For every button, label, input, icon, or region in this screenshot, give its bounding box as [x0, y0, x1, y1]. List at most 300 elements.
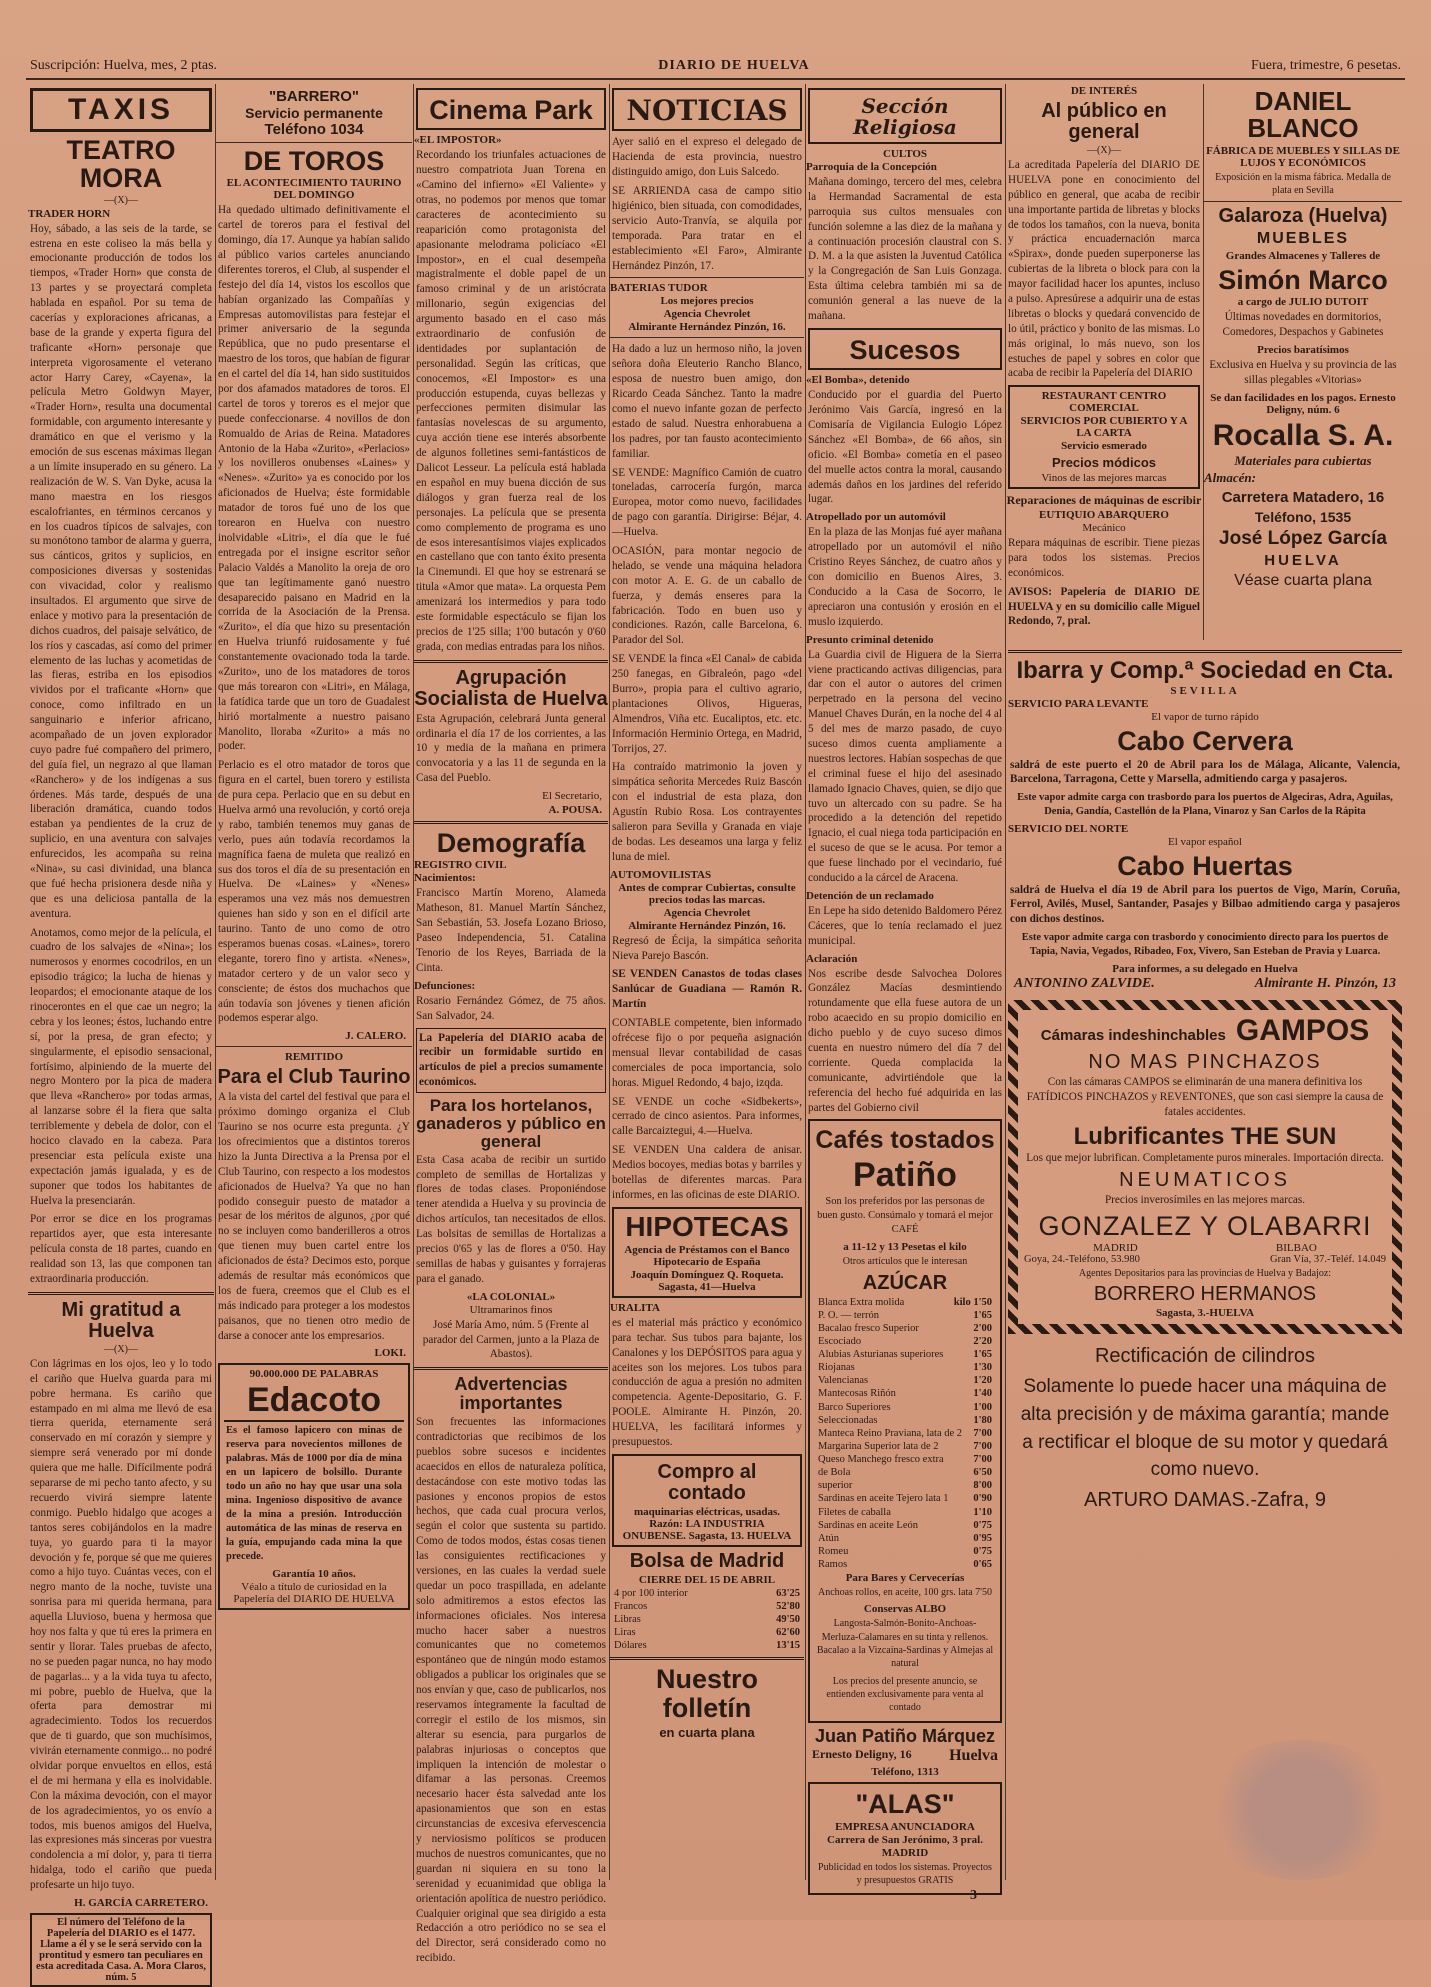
subscription-local: Suscripción: Huelva, mes, 2 ptas.: [30, 58, 218, 73]
sucesos-heading-box: [808, 328, 1002, 370]
column-2: [216, 84, 412, 1880]
edacoto-guarantee: Garantía 10 años.: [272, 1568, 356, 1580]
galaroza-title: Galaroza (Huelva): [1218, 205, 1388, 228]
conservas-line: Conservas ALBO: [863, 1603, 947, 1616]
patino-address: Ernesto Deligny, 16: [812, 1747, 912, 1762]
bolsa-subheading: CIERRE DEL 15 DE ABRIL: [638, 1573, 776, 1586]
price-label: Atún: [818, 1532, 839, 1544]
gratitud-body: Con lágrimas en los ojos, leo y lo todo el cariño que Huelva guarda para mi pobre hermana. Es cariño que estampado en mi alma me llevó de esa tierra querida, eternamente será conservado en mí corazón y siempre y siempre será venerado por mí donde quiera que me halle. Difícilmente podrá separarse de mi pecho tanto afecto, y su recuerdo vivirá siempre latente conmigo. Pueblo hidalgo que acoges a tantos seres cobijándolos en la madre tuya, yo guardo para ti la mayor devoción y fe, porque sé que me quieres como a hijo tuyo. Cuántas veces, con el negro manto de la noche, tuviste una sonrisa para mi querida hermana, para aquella Lluvioso, buena y hermosa que hoy nos falta y que tú eres la primera en sentir y llorar. Tales pruebas de afecto, no se pueden pagar nunca, no hay modo de pagarlas... y a la vida tuya tu afecto, mi pobre, pueblo de Huelva, que la oferta para demostrar mi agradecimiento. Todos los recuerdos que de ti guardo, que son muchísimos, vivirán eternamente conmigo... no podré olvidar porque envueltos en ellos, está el de mi hermana y ella es inolvidable. Con la máxima devoción, con el mayor de los agradecimientos, yo os envío a todos, mis buenos amigos del Huelva, las expresiones más sinceras por vuestra condolencia a mí dolor, y, para ti tierra hidalga, todo el cariño que pueda profesarte un hijo tuyo.: [30, 1357, 212, 1892]
agrupacion-heading: Agrupación Socialista de Huelva: [414, 666, 608, 710]
price-row: [814, 1401, 996, 1414]
cafes-ad: [808, 1119, 1002, 1722]
gonzalez-title: GONZALEZ Y OLABARRI: [1038, 1210, 1372, 1241]
agrupacion-signature: A. POUSA.: [548, 804, 602, 817]
uralita-title: URALITA: [610, 1301, 660, 1314]
column-7: [1204, 84, 1402, 640]
ornament: —(X)—: [104, 194, 138, 206]
hortelanos-body: Esta Casa acaba de recibir un surtido completo de semillas de Hortalizas y flores de todas clases. Proponiéndose tener atendida a Huelva y su provincia de dichos artículos, tan necesitados de ellos. Las bolsitas de semillas de Hortalizas a precios 0'65 y las de flores a 0'50. Hay semillas de habas y guisantes y forrajeras para el ganado.: [416, 1153, 606, 1285]
toros-subheading: EL ACONTECIMIENTO TAURINO DEL DOMINGO: [226, 177, 402, 202]
subscription-outside: Fuera, trimestre, 6 pesetas.: [1250, 58, 1401, 73]
baterias-line: Almirante Hernández Pinzón, 16.: [628, 321, 786, 334]
divider: [414, 660, 608, 663]
bolsa-label: Liras: [614, 1627, 636, 1639]
agent-row: [1008, 976, 1402, 992]
edacoto-title: Edacoto: [224, 1381, 404, 1422]
price-value: 0'75: [973, 1519, 992, 1531]
newspaper-title: DIARIO DE HUELVA: [658, 58, 810, 73]
price-value: 0'75: [973, 1545, 992, 1557]
levante-sub: El vapor de turno rápido: [1151, 711, 1259, 724]
column-3: [414, 84, 608, 1965]
bilbao-label: BILBAO: [1275, 1242, 1317, 1255]
price-row: [814, 1348, 996, 1361]
price-row: [814, 1335, 996, 1348]
price-label: Seleccionadas: [818, 1414, 878, 1426]
patino-name: Juan Patiño Márquez: [814, 1725, 996, 1746]
price-row: [814, 1322, 996, 1335]
restaurant-ad: [1008, 385, 1200, 489]
price-row: [814, 1414, 996, 1427]
edacoto-kicker: 90.000.000 DE PALABRAS: [249, 1368, 379, 1381]
teatro-body: Hoy, sábado, a las seis de la tarde, se estrena en este coliseo la más bella y emocionante producción de todos los tiempos, «Trader Horn» que consta de 13 partes y se proyectará completa hablada en español. Por su tema de cacerías y exploraciones africanas, a base de la grande y experta figura del traficante «Horn» personaje que interpreta vigorosamente el veterano actor Harry Carey, «Cayena», la película Metro Goldwyn Mayer, «Trader Horn», resulta una documental formidable, con argumento interesante y dramático en que el verismo y la emoción de sus escenas máximas llegan a un límite insuperado en su género. La realización de W. S. Van Dyke, acusa la mano maestra en los riesgos escalofriantes, en términos cercanos y en los cuadros típicos de salvajes, con su monótono tambor de alarma y guerra, sus cánticos, gritos y suplicios, en composiciones diversas y sostenidas con vivacidad, color y realismo insultados. El argumento que sirve de enlace y motivo para la presentación de dichos cuadros, del paisaje selvático, de los ríos y cascadas, así como del primer elemento de las luchas y acometidas de las fieras, estriba en los episodios vividos por el traficante «Horn» que conoce, como infiltrado en un sanguinario e inferior africano, acompañado de un joven explorador cuyo padre fué compañero del primero, del guía fiel, un negrazo al que llaman «Ranchero» y de los indígenas a sus órdenes. Más tarde, después de una liberación dramática, cuando todos estaban ya pendientes de la cruz de suplicio, en una aventura con salvajes enfurecidos, les acompaña su reina «Nina», su casi divinidad, una blanca que fué hecha prisionera desde niña y que es una deliciosa pantalla de la aventura.: [30, 222, 212, 920]
bolsa-value: 62'60: [776, 1627, 800, 1639]
page-number: 3: [970, 1888, 977, 1903]
publico-body: La acreditada Papelería del DIARIO DE HUELVA pone en conocimiento del público en general, que acaba de recibir una importante partida de libretas y blocks de todos los tamaños, con la nueva, bonita y práctica encuadernación marca «Spirax», donde pueden superponerse las cubiertas de la libreta o block para con la mayor facilidad hacer los apuntes, incluso a pulso. Apresúrese a adquirir una de estas libretas o blocks y quedará convencido de lo útil, práctico y bonito de las mismas. Lo más original, lo más nuevo, son los estuches de papel y sobres en color que acaba de recibir la Papelería del DIARIO: [1008, 159, 1200, 380]
automovilistas-line: Almirante Hernández Pinzón, 16.: [628, 919, 786, 932]
price-value: 7'00: [973, 1427, 992, 1439]
presunto-body: La Guardia civil de Higuera de la Sierra viene practicando activas diligencias, para dar con el autor o autores del crimen perpetrado en la persona del vecino Manuel Chaves Durán, en la noche del 4 al 5 del mes de marzo pasado, de cuyo suceso dimos cuenta ampliamente a nuestros lectores. Habían sospechas de que el criminal fuese el hijo del asesinado llamado Ignacio Chaves, quien, se dijo que tuvo un altercado con su padre. Se ha procedido a la detención del repetido Ignacio, el cual niega toda participación en el suceso de que se le acusa. Por temor a que fuese linchado por el vecindario, fué conducido a la cárcel de Aracena.: [808, 648, 1002, 884]
precios-note: Los precios del presente anuncio, se entienden exclusivamente para venta al contado: [826, 1675, 984, 1714]
price-value: 0'95: [973, 1532, 992, 1544]
baterias-line: Los mejores precios: [660, 295, 754, 308]
restaurant-line: Precios módicos: [1051, 455, 1157, 471]
venden-caldera: SE VENDEN Una caldera de anisar. Medios bocoyes, medias botas y barriles y botellas de diferentes marcas. Para informes, en las oficinas de este DIARIO.: [612, 1144, 802, 1201]
teatro-body-3: Por error se dice en los programas repartidos ayer, que esta interesante película consta de 18 partes, cuando en realidad son 13, las que componen tan extraordinaria producción.: [30, 1213, 212, 1286]
bolsa-row: [610, 1639, 804, 1652]
cinema-body: Recordando los triunfales actuaciones de nuestro compatriota Juan Torena en «Camino del infierno» «El Valiente» y otras, no podemos por menos que tomar caracteres de acontecimiento su reaparición como protagonista del apasionante melodrama policíaco «El Impostor», en el cual desempeña magistralmente el doble papel de un famoso criminal y de un aristócrata millonario, según exigencias del argumento basado en el caso más extraordinario de confusión de identidades por suplantación de personalidad. Según las críticas, que conocemos, «El Impostor» es una producción estupenda, cuyas bellezas y perfecciones permiten disimular las fantasías novelescas de su argumento, cuya acción tiene ese interés absorbente de algunos folletines semi-fantásticos de Dalicot Lesseur. La película está hablada en español en muy buena dicción de sus diálogos y gran fuerza real de los personajes. La película que se presenta como complemento de programa es uno de esos interesantísimos viajes explicados en castellano que con tanto éxito presenta la Cinemundi. El que hoy se estrenará se titula «Amor que mata». La orquesta Pem amenizará los intermedios y para todo este formidable espectáculo se fijan los precios de 1'25 silla; 1'00 butacón y 0'60 grada, con medias entradas para los niños.: [416, 149, 606, 653]
interes-label: DE INTERÉS: [1070, 85, 1138, 97]
alas-ad: [808, 1782, 1002, 1895]
huertas-name: Cabo Huertas: [1117, 851, 1293, 882]
column-4: [610, 84, 804, 1880]
demografia-heading: Demografía: [436, 828, 586, 859]
boda-note: Ha contraído matrimonio la joven y simpática señorita Mercedes Ruiz Bascón con el industrial de esta plaza, don Agustín Rubio Rosa. Los contrayentes salieron para Sevilla y Granada en viaje de bodas. Les deseamos una larga y feliz luna de miel.: [612, 761, 802, 863]
aclaracion-body: Nos escribe desde Salvochea Dolores González Macías desmintiendo rotundamente que ella fuese autora de un robo acaecido en su propio domicilio en dicho pueblo y de cuyo suceso dimos cuenta en nuestro número del día 7 del corriente. Queda complacida la comunicante, advirtiéndole que la referencia del hecho fué adquirida en las partes del Gobierno civil: [808, 967, 1002, 1114]
price-row: [814, 1558, 996, 1571]
publico-heading: Al público en general: [1041, 100, 1167, 143]
price-value: 1'30: [973, 1362, 992, 1374]
masthead-strip: [30, 56, 1401, 76]
price-row: [814, 1545, 996, 1558]
folletin-sub: en cuarta plana: [659, 1725, 755, 1741]
almacenes-line: Grandes Almacenes y Talleres de: [1225, 249, 1381, 262]
atropellado-subheading: Atropellado por un automóvil: [806, 511, 946, 524]
cervera-note: Este vapor admite carga con trasbordo para los puertos de Algeciras, Adra, Aguilas, Denia, Gandía, Castellón de la Plana, Vinaroz y San Carlos de la Rápita: [1017, 792, 1393, 818]
price-label: Filetes de caballa: [818, 1506, 891, 1518]
bolsa-label: Libras: [614, 1614, 641, 1626]
price-label: Sardinas en aceite Tejero lata 1: [818, 1493, 949, 1505]
agrupacion-secretary: El Secretario,: [542, 790, 602, 803]
daniel-body: FÁBRICA DE MUEBLES Y SILLAS DE LUJOS Y ECONÓMICOS: [1206, 144, 1400, 169]
patino-phone: Teléfono, 1313: [871, 1766, 939, 1779]
taxis-title: TAXIS: [67, 93, 175, 126]
price-row: [814, 1506, 996, 1519]
arrienda-ad: SE ARRIENDA casa de campo sitio higiénico, bien situada, con comodidades, servicio Auto-Tranvía, se alquila por temporada. Para tratar en el establecimiento «El Faro», Almirante Hernández Pinzón, 17.: [612, 185, 802, 272]
rect-signature: ARTURO DAMAS.-Zafra, 9: [1084, 1488, 1326, 1511]
teatro-body-2: Anotamos, como mejor de la película, el cuadro de los salvajes de «Nina»; los numerosos y enormes cocodrilos, en un episodio trágico; la lucha de hienas y leopardos; el emocionante ataque de los rinocerontes en el que cae un negro; la cebra y los leones; éstos, luchando entre sí, por la presa, de gran efecto; y singularmente, el episodio sensacional, fortísimo, alpiniendo de la muerte del negro Montero por la pica de madera que lleva «Ranchero» por todas armas, al lanzarse sobre él la fiera que salta terriblemente y debela de dolor, con el hocico clavado en la cabeza. Para presenciar esta película existe una expectación jamás igualada, y es de suponer que todos los habitantes de Huelva la presenciarán.: [30, 926, 212, 1207]
barrero-title: "BARRERO": [268, 88, 360, 105]
price-label: Barco Superiores: [818, 1401, 891, 1413]
price-label: Alubias Asturianas superiores: [818, 1349, 944, 1361]
alas-city: MADRID: [881, 1846, 929, 1859]
borrero-address: Sagasta, 3.-HUELVA: [1155, 1307, 1255, 1320]
wide-ads: [1008, 650, 1402, 1880]
remitido-label: REMITIDO: [284, 1051, 344, 1064]
compro-ad: [612, 1454, 802, 1547]
price-label: Escociado: [818, 1335, 862, 1347]
bolsa-row: [610, 1613, 804, 1626]
gampos-ad: [1008, 1000, 1402, 1334]
price-value: 7'00: [973, 1440, 992, 1452]
price-row: [814, 1361, 996, 1374]
compro-body: maquinarias eléctricas, usadas. Razón: LA INDUSTRIA ONUBENSE. Sagasta, 13. HUELVA: [622, 1505, 792, 1542]
cinema-heading: Cinema Park: [429, 95, 593, 125]
price-label: Blanca Extra molida: [818, 1296, 905, 1308]
folletin-heading: Nuestro folletín: [655, 1664, 758, 1723]
price-label: Manteca Reino Praviana, lata de 2: [818, 1427, 963, 1439]
advertencias-body: Son frecuentes las informaciones contradictorias que recibimos de los pueblos sobre sucesos e incidentes acaecidos en ellos de naturaleza política, destacándose con este motivo todas las pasiones y enconos propios de estos hechos, que cada cual procura verlos, según el color que sustenta su partido. Como de todos modos, éstas cosas tienen las consiguientes rectificaciones y versiones, en las cuales la verdad suele quedar un poco traspillada, en adelante solo admitiremos a estos efectos las informaciones oficiales. Nos interesa mucho hacer saber a nuestros comunicantes que no cometemos espontáneo que de ningún modo estamos obligados a publicar los originales que se nos envían y que, caso de publicarlos, nos reservamos íntegramente la facultad de corregir el estilo de los mismos, sin alterar su esencia, para purgarlos de palabras injuriosas o conceptos que impliquen la intención de molestar o difamar a las personas. Creemos necesario hacer ésta salvedad ante los apasionamientos que son en estas circunstancias de excesiva efervescencia y nerviosismo políticos se producen muchos de nuestros comunicantes, que no guardan ni siquiera en su tono la serenidad y ecuanimidad que obliga la orientación apolítica de nuestro periódico. Cualquier original que sea dirigido a esta Redacción a otro periódico no se sea el del Director, será considerado como no recibido.: [416, 1416, 606, 1965]
nacimientos-body: Francisco Martín Moreno, Alameda Matheson, 81. Manuel Martín Sánchez, San Sebastián, 53. Josefa Lozano Brioso, Paseo Independencia, 51. Catalina Tenorio de los Reyes, Barriada de la Cinta.: [416, 887, 606, 974]
simon-title: Simón Marco: [1218, 264, 1388, 295]
gratitud-heading: Mi gratitud a Huelva: [61, 1298, 181, 1342]
taxis-ad: [30, 88, 212, 132]
price-label: de Bola: [818, 1467, 851, 1479]
neumaticos-title: NEUMATICOS: [1119, 1168, 1291, 1191]
divider: [414, 1367, 608, 1370]
club-heading: Para el Club Taurino: [217, 1066, 411, 1089]
bolsa-value: 49'50: [776, 1614, 800, 1626]
borrero-title: BORRERO HERMANOS: [1093, 1283, 1317, 1306]
madrid-label: MADRID: [1093, 1242, 1138, 1255]
edacoto-footer: Véalo a título de curiosidad en la Papelería del DIARIO DE HUELVA: [233, 1581, 395, 1605]
price-row: [814, 1296, 996, 1309]
noticias-heading: NOTICIAS: [626, 94, 788, 127]
price-label: P. O. — terrón: [818, 1309, 879, 1321]
ibarra-city: SEVILLA: [1170, 685, 1240, 698]
price-value: 8'00: [973, 1480, 992, 1492]
simon-pagos: Se dan facilidades en los pagos. Ernesto Deligny, núm. 6: [1210, 391, 1396, 416]
price-value: 6'50: [973, 1467, 992, 1479]
atropellado-body: En la plaza de las Monjas fué ayer mañana atropellado por un automóvil el niño Cristino Reyes Sánchez, de cuatro años y con domicilio en Buenos Aires, 3. Conducido a la Casa de Socorro, le apreciaron una contusión y erosión en el muslo izquierdo.: [808, 526, 1002, 628]
rocalla-almacen: Almacén:: [1204, 470, 1256, 486]
norte-label: SERVICIO DEL NORTE: [1008, 823, 1129, 836]
bolsa-row: [610, 1600, 804, 1613]
price-row: [814, 1427, 996, 1440]
alas-body: Publicidad en todos los sistemas. Proyectos y presupuestos GRATIS: [818, 1861, 992, 1887]
price-row: [814, 1466, 996, 1479]
rocalla-phone: Teléfono, 1535: [1254, 509, 1352, 526]
papeleria-note: La Papelería del DIARIO acaba de recibir un formidable surtido en artículos de piel a precios sumamente económicos.: [416, 1028, 606, 1094]
simon-exclusiva: Exclusiva en Huelva y su provincia de las sillas plegables «Vitorias»: [1209, 359, 1397, 386]
price-value: 0'90: [973, 1493, 992, 1505]
levante-label: SERVICIO PARA LEVANTE: [1008, 698, 1149, 711]
colonial-sub: Ultramarinos finos: [469, 1303, 553, 1316]
divider: [414, 821, 608, 824]
ornament: —(X)—: [1087, 145, 1121, 156]
alas-title: "ALAS": [855, 1789, 955, 1820]
madrid-address: Goya, 24.-Teléfono, 53.980: [1024, 1254, 1140, 1266]
noticias-heading-box: [612, 88, 802, 131]
nacimiento-note: Ha dado a luz un hermoso niño, la joven señora doña Eleuterio Rancho Blanco, esposa de nuestro buen amigo, don Ricardo Ceada Sánchez. Tanto la madre como el nuevo infante gozan de perfecto estado de salud. Nuestra enhorabuena a los padres, por tan fausto acontecimiento familiar.: [612, 343, 802, 460]
bolsa-heading: Bolsa de Madrid: [629, 1549, 785, 1572]
telefono-note: El número del Teléfono de la Papelería del DIARIO es el 1477. Llame a él y se le será servido con la prontitud y esmero tan peculiares en esta acreditada Casa. A. Mora Claros, núm. 5: [30, 1913, 212, 1987]
bares-line: Anchoas rollos, en aceite, 100 grs. lata 7'50: [818, 1587, 992, 1599]
rectificacion-ad: [1008, 1346, 1402, 1510]
advertencias-heading: Advertencias importantes: [454, 1374, 568, 1414]
restaurant-line: Servicio esmerado: [1061, 440, 1147, 453]
reparaciones-body: Repara máquinas de escribir. Tiene piezas para todos los sistemas. Precios económicos.: [1008, 537, 1200, 579]
divider: [610, 337, 804, 338]
hipotecas-address: Joaquín Domínguez Q. Roqueta. Sagasta, 41—Huelva: [630, 1268, 784, 1293]
price-row: [814, 1387, 996, 1400]
price-row: [814, 1519, 996, 1532]
column-5: [806, 84, 1004, 1887]
reparaciones-sub: Mecánico: [1082, 522, 1126, 534]
alas-address: Carrera de San Jerónimo, 3 pral.: [827, 1833, 983, 1846]
azucar-heading: AZÚCAR: [862, 1271, 948, 1294]
vende-finca: SE VENDE la finca «El Canal» de cabida 250 fanegas, en Gibraleón, pago «del Burro», propia para el cultivo agrario, plantaciones Olivos, Higueras, Almendros, Viña etc. Eucaliptos, etc. etc. Información Herminio Ortega, en Madrid, Torrijos, 27.: [612, 653, 802, 755]
colonial-name: «LA COLONIAL»: [466, 1290, 556, 1303]
price-row: [814, 1532, 996, 1545]
gampos-inner: [1018, 1010, 1392, 1324]
reclamado-subheading: Detención de un reclamado: [806, 889, 934, 902]
price-label: Margarina Superior lata de 2: [818, 1440, 939, 1452]
automovilistas-line: Antes de comprar Cubiertas, consulte precios todas las marcas.: [618, 881, 796, 906]
bolsa-label: Francos: [614, 1600, 648, 1612]
price-label: Queso Manchego fresco extra: [818, 1454, 944, 1466]
vende-coche: SE VENDE un coche «Sidbekerts», cerrado de cinco asientos. Para informes, calle Barcaiztegui, 4.—Huelva.: [612, 1095, 802, 1138]
rocalla-sub: Materiales para cubiertas: [1234, 453, 1372, 469]
club-signature: LOKI.: [374, 1347, 406, 1360]
price-label: Sardinas en aceite León: [818, 1519, 918, 1531]
restaurant-title: RESTAURANT CENTRO COMERCIAL: [1041, 390, 1167, 415]
price-value: 1'40: [973, 1388, 992, 1400]
seccion-heading: Sección Religiosa: [853, 94, 957, 139]
reparaciones-title: Reparaciones de máquinas de escribir: [1006, 493, 1202, 507]
bolsa-row: [610, 1626, 804, 1639]
cervera-body: saldrá de este puerto el 20 de Abril para los de Málaga, Alicante, Valencia, Barcelona, Tarragona, Cette y Marsella, admitiendo carga y pasajeros.: [1010, 758, 1400, 786]
bolsa-value: 63'25: [776, 1587, 800, 1599]
alas-sub: EMPRESA ANUNCIADORA: [835, 1820, 975, 1833]
patino-city: Huelva: [949, 1747, 998, 1765]
automovilistas-line: Agencia Chevrolet: [663, 906, 751, 919]
divider: [610, 1657, 804, 1660]
rect-body: Solamente lo puede hacer una máquina de alta precisión y de máxima garantía; mande a rectificar el bloque de su motor y quedará como nuevo.: [1020, 1376, 1390, 1481]
bolsa-table: [610, 1587, 804, 1653]
divider: [1008, 650, 1402, 653]
gampos-label: Cámaras indeshinchables: [1040, 1027, 1226, 1045]
reparaciones-avisos: AVISOS: Papelería de DIARIO DE HUELVA y en su domicilio calle Miguel Redondo, 7, pral.: [1008, 585, 1200, 628]
gonzalez-addresses: [1024, 1254, 1386, 1265]
vende-camion: SE VENDE: Magnífico Camión de cuatro toneladas, carrocería furgón, marca Europea, motor como nuevo, facilidades de pago con garantía. Dirigirse: Béjar, 4.—Huelva.: [612, 466, 802, 539]
lubri-title: Lubrificantes THE SUN: [1073, 1122, 1337, 1150]
baterias-line: Agencia Chevrolet: [663, 308, 751, 321]
hipotecas-title: HIPOTECAS: [625, 1210, 789, 1242]
price-label: Romeu: [818, 1545, 849, 1557]
uralita-body: es el material más práctico y económico para techar. Sus tubos para bajante, los Canalones y los DEPÓSITOS para agua y aceites son los mejores. Los tubos para conducción de agua a presión no admiten competencia. Agente-Depositario, G. F. POOLE. Almirante H. Pinzón, 20. HUELVA, les facilitará informes y presupuestos.: [612, 1316, 802, 1448]
simon-cargo: a cargo de JULIO DUTOIT: [1237, 296, 1369, 309]
cinema-subheading: «EL IMPOSTOR»: [414, 134, 502, 147]
rocalla-note: Véase cuarta plana: [1234, 571, 1372, 589]
edacoto-ad: [218, 1363, 410, 1610]
huertas-note: Este vapor admite carga con trasbordo y conocimiento directo para los puertos de Tapia, Navia, Vegados, Ribadeo, Fox, Vivero, San Esteban de Pravia y Luarca.: [1021, 932, 1389, 958]
nacimientos-label: Nacimientos:: [414, 872, 476, 885]
price-value: 1'20: [973, 1375, 992, 1387]
bolsa-label: 4 por 100 interior: [614, 1587, 688, 1599]
neumaticos-body: Precios inverosímiles en las mejores marcas.: [1104, 1193, 1306, 1206]
ibarra-title: Ibarra y Comp.ª Sociedad en Cta.: [1016, 657, 1394, 684]
divider: [216, 142, 412, 143]
divider: [1204, 201, 1402, 202]
simon-body: Últimas novedades en dormitorios, Comedores, Despachos y Gabinetes: [1222, 311, 1384, 339]
price-label: superior: [818, 1480, 853, 1492]
toros-signature: J. CALERO.: [345, 1030, 406, 1043]
divider: [28, 1292, 214, 1295]
agent-name: ANTONINO ZALVIDE.: [1014, 976, 1155, 992]
price-label: Mantecosas Riñón: [818, 1388, 896, 1400]
gonzalez-cities: [1024, 1242, 1386, 1254]
defunciones-body: Rosario Fernández Gómez, de 75 años. San Salvador, 24.: [416, 994, 606, 1022]
price-row: [814, 1374, 996, 1387]
price-value: 1'65: [973, 1309, 992, 1321]
agentes-line: Agentes Depositarios para las provincias de Huelva y Badajoz:: [1078, 1268, 1332, 1280]
restaurant-line: SERVICIOS POR CUBIERTO Y A LA CARTA: [1020, 415, 1188, 440]
daniel-title: DANIEL BLANCO: [1247, 86, 1359, 144]
bolsa-value: 52'80: [776, 1600, 800, 1612]
hipotecas-ad: [612, 1207, 802, 1298]
column-1: [28, 84, 214, 1983]
price-label: Bacalao fresco Superior: [818, 1322, 919, 1334]
rocalla-title: Rocalla S. A.: [1212, 418, 1394, 452]
lubri-body: Los que mejor lubrifican. Completamente puros minerales. Importación directa.: [1026, 1152, 1384, 1164]
price-value: kilo 1'50: [953, 1296, 992, 1308]
bares-line: Para Bares y Cervecerías: [845, 1572, 965, 1585]
cafes-brand: Patiño: [853, 1155, 957, 1194]
price-row: [814, 1453, 996, 1466]
cervera-name: Cabo Cervera: [1117, 726, 1293, 757]
edacoto-body: Es el famoso lapicero con minas de reserva para novecientos millones de palabras. Más de 1000 por día de mina en un lapicero de bolsillo. Durante todo un año no hay que usar una sola mina. Ingenioso dispositivo de avance de la mina a presión. Introducción automática de las minas de reserva en la guía, empujando cada mina la que precede.: [226, 1425, 402, 1563]
agrupacion-body: Esta Agrupación, celebrará Junta general ordinaria el día 17 de los corrientes, a las 10 y media de la mañana en primera convocatoria y a las 11 de segunda en la Casa del Pueblo.: [416, 712, 606, 785]
rocalla-city: HUELVA: [1264, 551, 1342, 569]
bolsa-value: 13'15: [776, 1640, 800, 1652]
bilbao-address: Gran Vía, 37.-Teléf. 14.049: [1270, 1254, 1386, 1266]
pinchazos-body: Con las cámaras CAMPOS se eliminarán de una manera definitiva los FATÍDICOS PINCHAZOS y REVENTONES, que son casi siempre la causa de fatales accidentes.: [1026, 1076, 1384, 1118]
price-row: [814, 1492, 996, 1505]
compro-title: Compro al contado: [657, 1460, 757, 1504]
gampos-brand: GAMPOS: [1235, 1014, 1370, 1048]
price-row: [814, 1479, 996, 1492]
rocalla-address: Carretera Matadero, 16: [1221, 489, 1385, 507]
price-value: 7'00: [973, 1454, 992, 1466]
archive-watermark: [1201, 1740, 1401, 1880]
venden-canastos: SE VENDEN Canastos de todas clases Sanlúcar de Guadiana — Ramón R. Martín: [612, 968, 802, 1011]
rect-title: Rectificación de cilindros: [1094, 1345, 1316, 1368]
price-table: [814, 1296, 996, 1572]
agent-address: Almirante H. Pinzón, 13: [1254, 976, 1396, 992]
cafes-price: a 11-12 y 13 Pesetas el kilo: [843, 1241, 967, 1254]
huertas-body: saldrá de Huelva el día 19 de Abril para los puertos de Vigo, Marín, Coruña, Ferrol, Avilés, Musel, Santander, Pasajes y Bilbao admitiendo carga y pasajeros con dichos destinos.: [1010, 883, 1400, 926]
price-row: [814, 1309, 996, 1322]
muebles-title: MUEBLES: [1256, 230, 1350, 248]
price-value: 0'65: [973, 1559, 992, 1571]
ecija-note: Regresó de Écija, la simpática señorita Nieva Parejo Bascón.: [612, 934, 802, 962]
colonial-address: José María Amo, núm. 5 (Frente al parador del Carmen, junto a la Plaza de Abastos).: [422, 1318, 600, 1361]
cultos-body: Mañana domingo, tercero del mes, celebra la Hermandad Sacramental de esta parroquia sus cultos mensuales con función solemne a las diez de la mañana y a continuación procesión claustral con S. D. M. a la que asisten la Juventud Católica y la Congregación de San Luis Gonzaga. Esta última celebra también mi sa de comunión general a las nueve de la mañana.: [808, 176, 1002, 323]
pinchazos-title: NO MAS PINCHAZOS: [1088, 1051, 1322, 1074]
bomba-subheading: «El Bomba», detenido: [806, 374, 910, 387]
patino-address-row: [806, 1747, 1004, 1765]
presunto-subheading: Presunto criminal detenido: [806, 633, 934, 646]
divider: [610, 277, 804, 278]
automovilistas-title: AUTOMOVILISTAS: [610, 868, 712, 881]
price-value: 2'00: [973, 1322, 992, 1334]
price-label: Ramos: [818, 1559, 848, 1571]
bolsa-label: Dólares: [614, 1640, 647, 1652]
bolsa-row: [610, 1587, 804, 1600]
column-6: [1006, 84, 1202, 640]
cultos-label: CULTOS: [882, 148, 928, 160]
daniel-note: Exposición en la misma fábrica. Medalla de plata en Sevilla: [1215, 171, 1391, 196]
contable-ad: CONTABLE competente, bien informado ofrécese fijo o por pequeña asignación mensual llevar contabilidad de casas comerciales de poca importancia, solo horas. Miguel Redondo, 4 bajo, izqda.: [612, 1017, 802, 1089]
defunciones-label: Defunciones:: [414, 979, 476, 992]
price-value: 1'80: [973, 1414, 992, 1426]
price-label: Valencianas: [818, 1375, 869, 1387]
restaurant-line: Vinos de las mejores marcas: [1041, 472, 1167, 484]
sucesos-heading: Sucesos: [849, 334, 961, 365]
hortelanos-heading: Para los hortelanos, ganaderos y público en general: [416, 1096, 606, 1151]
cafes-heading: Cafés tostados: [815, 1126, 995, 1155]
barrero-ad: [218, 88, 410, 138]
cafes-body: Son los preferidos por las personas de buen gusto. Consúmalo y tomará el mejor CAFÉ: [817, 1196, 993, 1236]
hipotecas-sub: Agencia de Préstamos con el Banco Hipotecario de España: [624, 1243, 790, 1268]
price-value: 2'20: [973, 1335, 992, 1347]
parroquia-label: Parroquia de la Concepción: [806, 161, 937, 173]
ocasion-ad: OCASIÓN, para montar negocio de helado, se vende una máquina heladora con motor A. E. G. de un caballo de fuerza, y demás enseres para la fabricación. Todo en buen uso y condiciones. Razón, calle Barcelona, 6. Parador del Sol.: [612, 544, 802, 647]
bomba-body: Conducido por el guardia del Puerto Jerónimo Vais García, ingresó en la Comisaría de Vigilancia Eulogio López Sánchez «El Bomba», de 66 años, sin oficio. «El Bomba» cometía en el paseo del muelle actos contra la moral, causando además daños en los jardines del referido lugar.: [808, 389, 1002, 506]
toros-heading: DE TOROS: [243, 146, 385, 176]
price-label: Riojanas: [818, 1362, 855, 1374]
baterias-title: BATERIAS TUDOR: [610, 282, 708, 295]
cafes-note: Otros artículos que le interesan: [842, 1256, 968, 1268]
norte-sub: El vapor español: [1168, 836, 1242, 849]
club-body: A la vista del cartel del festival que para el próximo domingo organiza el Club Taurino se nos ocurre esta pregunta. ¿Y los ofrecimientos que a distintos toreros hizo la Junta Directiva a la Prensa por el Club Taurino, con respecto a los modestos aficionados de Huelva? Ya que no han podido conseguir puesto de matador a pesar de los méritos de algunos, ¿por qué no se incluyen como banderilleros a otros que tienen muy buen cartel entre los aficionados de ésta? Decimos esto, porque además de resultar más económicos que los de fuera, creemos que el Club es el más indicado para proteger a los modestos paisanos, que no tienen otro medio de darse a conocer ante los empresarios.: [218, 1091, 410, 1342]
seccion-heading-box: [808, 88, 1002, 144]
registro-label: REGISTRO CIVIL: [414, 859, 507, 872]
price-value: 1'10: [973, 1506, 992, 1518]
price-row: [814, 1440, 996, 1453]
price-value: 1'00: [973, 1401, 992, 1413]
teatro-subheading: TRADER HORN: [28, 207, 111, 220]
reparaciones-name: EUTIQUIO ABARQUERO: [1039, 509, 1169, 521]
gratitud-signature: H. GARCÍA CARRETERO.: [74, 1896, 208, 1909]
divider: [216, 1046, 412, 1047]
barrero-line: Servicio permanente: [245, 105, 383, 121]
agent-label: Para informes, a su delegado en Huelva: [1112, 963, 1298, 976]
ornament: —(X)—: [104, 1343, 138, 1355]
barrero-phone: Teléfono 1034: [264, 121, 364, 138]
teatro-heading: TEATRO MORA: [66, 135, 176, 194]
toros-body-2: Perlacio es el otro matador de toros que figura en el cartel, buen torero y estilista de pura cepa. Perlacio que en su debut en Huelva armó una revolución, y cortó oreja y rabo, también tenemos muy ganas de verlo, pues aún todavía recordamos la magnífica faena de muleta que realizó en sus dos toros el día de su presentación en Huelva. De «Laines» y «Nenes» esperamos una vez más nos demuestren quienes han sido y son en el difícil arte taurino. Tanto de uno como de otro esperamos buenas cosas. «Laines», torero elegante, torero fino y artista. «Nenes», matador certero y de un valor seco y consciente; de éstos dos muchachos que aún todavía son jóvenes y tienen afición podemos esperar algo.: [218, 759, 410, 1025]
